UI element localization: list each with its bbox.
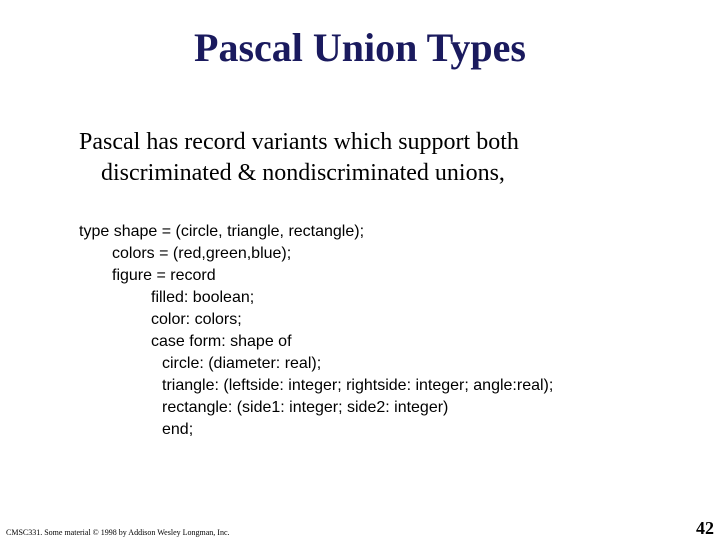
code-line: rectangle: (side1: integer; side2: integer): [162, 399, 449, 416]
intro-line-2-text: discriminated & nondiscriminated unions,: [101, 160, 505, 186]
intro-paragraph: [79, 127, 679, 190]
code-line: type shape = (circle, triangle, rectangle);: [79, 223, 365, 240]
code-line: figure = record: [112, 267, 216, 284]
code-line: end;: [162, 421, 194, 438]
code-line: triangle: (leftside: integer; rightside: integer; angle:real);: [162, 377, 554, 394]
code-line: case form: shape of: [151, 333, 292, 350]
footer-copyright: CMSC331. Some material © 1998 by Addison Wesley Longman, Inc.: [6, 528, 230, 537]
slide-title: Pascal Union Types: [194, 25, 526, 70]
code-line: circle: (diameter: real);: [162, 355, 322, 372]
code-line: color: colors;: [151, 311, 242, 328]
code-line: colors = (red,green,blue);: [112, 245, 292, 262]
page-number: 42: [696, 518, 714, 538]
intro-line-2: [79, 158, 679, 190]
code-line: filled: boolean;: [151, 289, 255, 306]
intro-line-1: Pascal has record variants which support both: [79, 129, 519, 155]
code-block: [79, 221, 699, 441]
